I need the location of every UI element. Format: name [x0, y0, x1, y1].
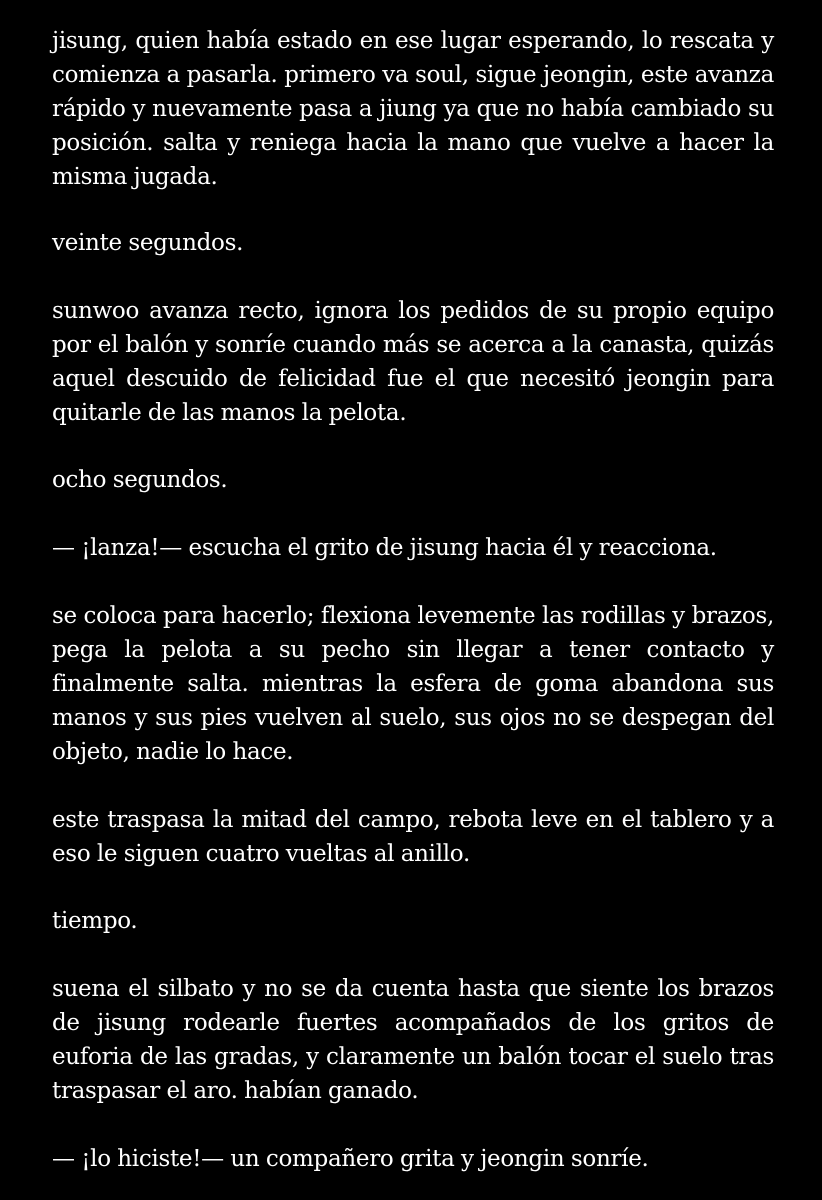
- paragraph-eight-seconds: ocho segundos.: [52, 467, 228, 493]
- paragraph-time: tiempo.: [52, 908, 138, 934]
- paragraph-shout-shoot: — ¡lanza!— escucha el grito de jisung hacia él y reacciona.: [52, 535, 717, 561]
- paragraph-you-did-it: — ¡lo hiciste!— un compañero grita y jeongin sonríe.: [52, 1146, 649, 1172]
- paragraph-sunwoo-advances: sunwoo avanza recto, ignora los pedidos de su propio equipo por el balón y sonríe cuando más se acerca a la canasta, quizás aquel descuido de felicidad fue el que necesitó jeongin para quitarle de las manos la pelota.: [52, 298, 774, 426]
- paragraph-whistle-victory: suena el silbato y no se da cuenta hasta que siente los brazos de jisung rodearle fuertes acompañados de los gritos de euforia de las gradas, y claramente un balón tocar el suelo tras traspasar el aro. habían ganado.: [52, 976, 774, 1104]
- paragraph-ball-flight: este traspasa la mitad del campo, rebota leve en el tablero y a eso le siguen cuatro vueltas al anillo.: [52, 807, 774, 867]
- paragraph-rescue-pass: jisung, quien había estado en ese lugar esperando, lo rescata y comienza a pasarla. primero va soul, sigue jeongin, este avanza rápido y nuevamente pasa a jiung ya que no había cambiado su posición. salta y reniega hacia la mano que vuelve a hacer la misma jugada.: [52, 28, 774, 190]
- paragraph-the-shot: se coloca para hacerlo; flexiona levemente las rodillas y brazos, pega la pelota a su pecho sin llegar a tener contacto y finalmente salta. mientras la esfera de goma abandona sus manos y sus pies vuelven al suelo, sus ojos no se despegan del objeto, nadie lo hace.: [52, 603, 774, 765]
- paragraph-twenty-seconds: veinte segundos.: [52, 230, 244, 256]
